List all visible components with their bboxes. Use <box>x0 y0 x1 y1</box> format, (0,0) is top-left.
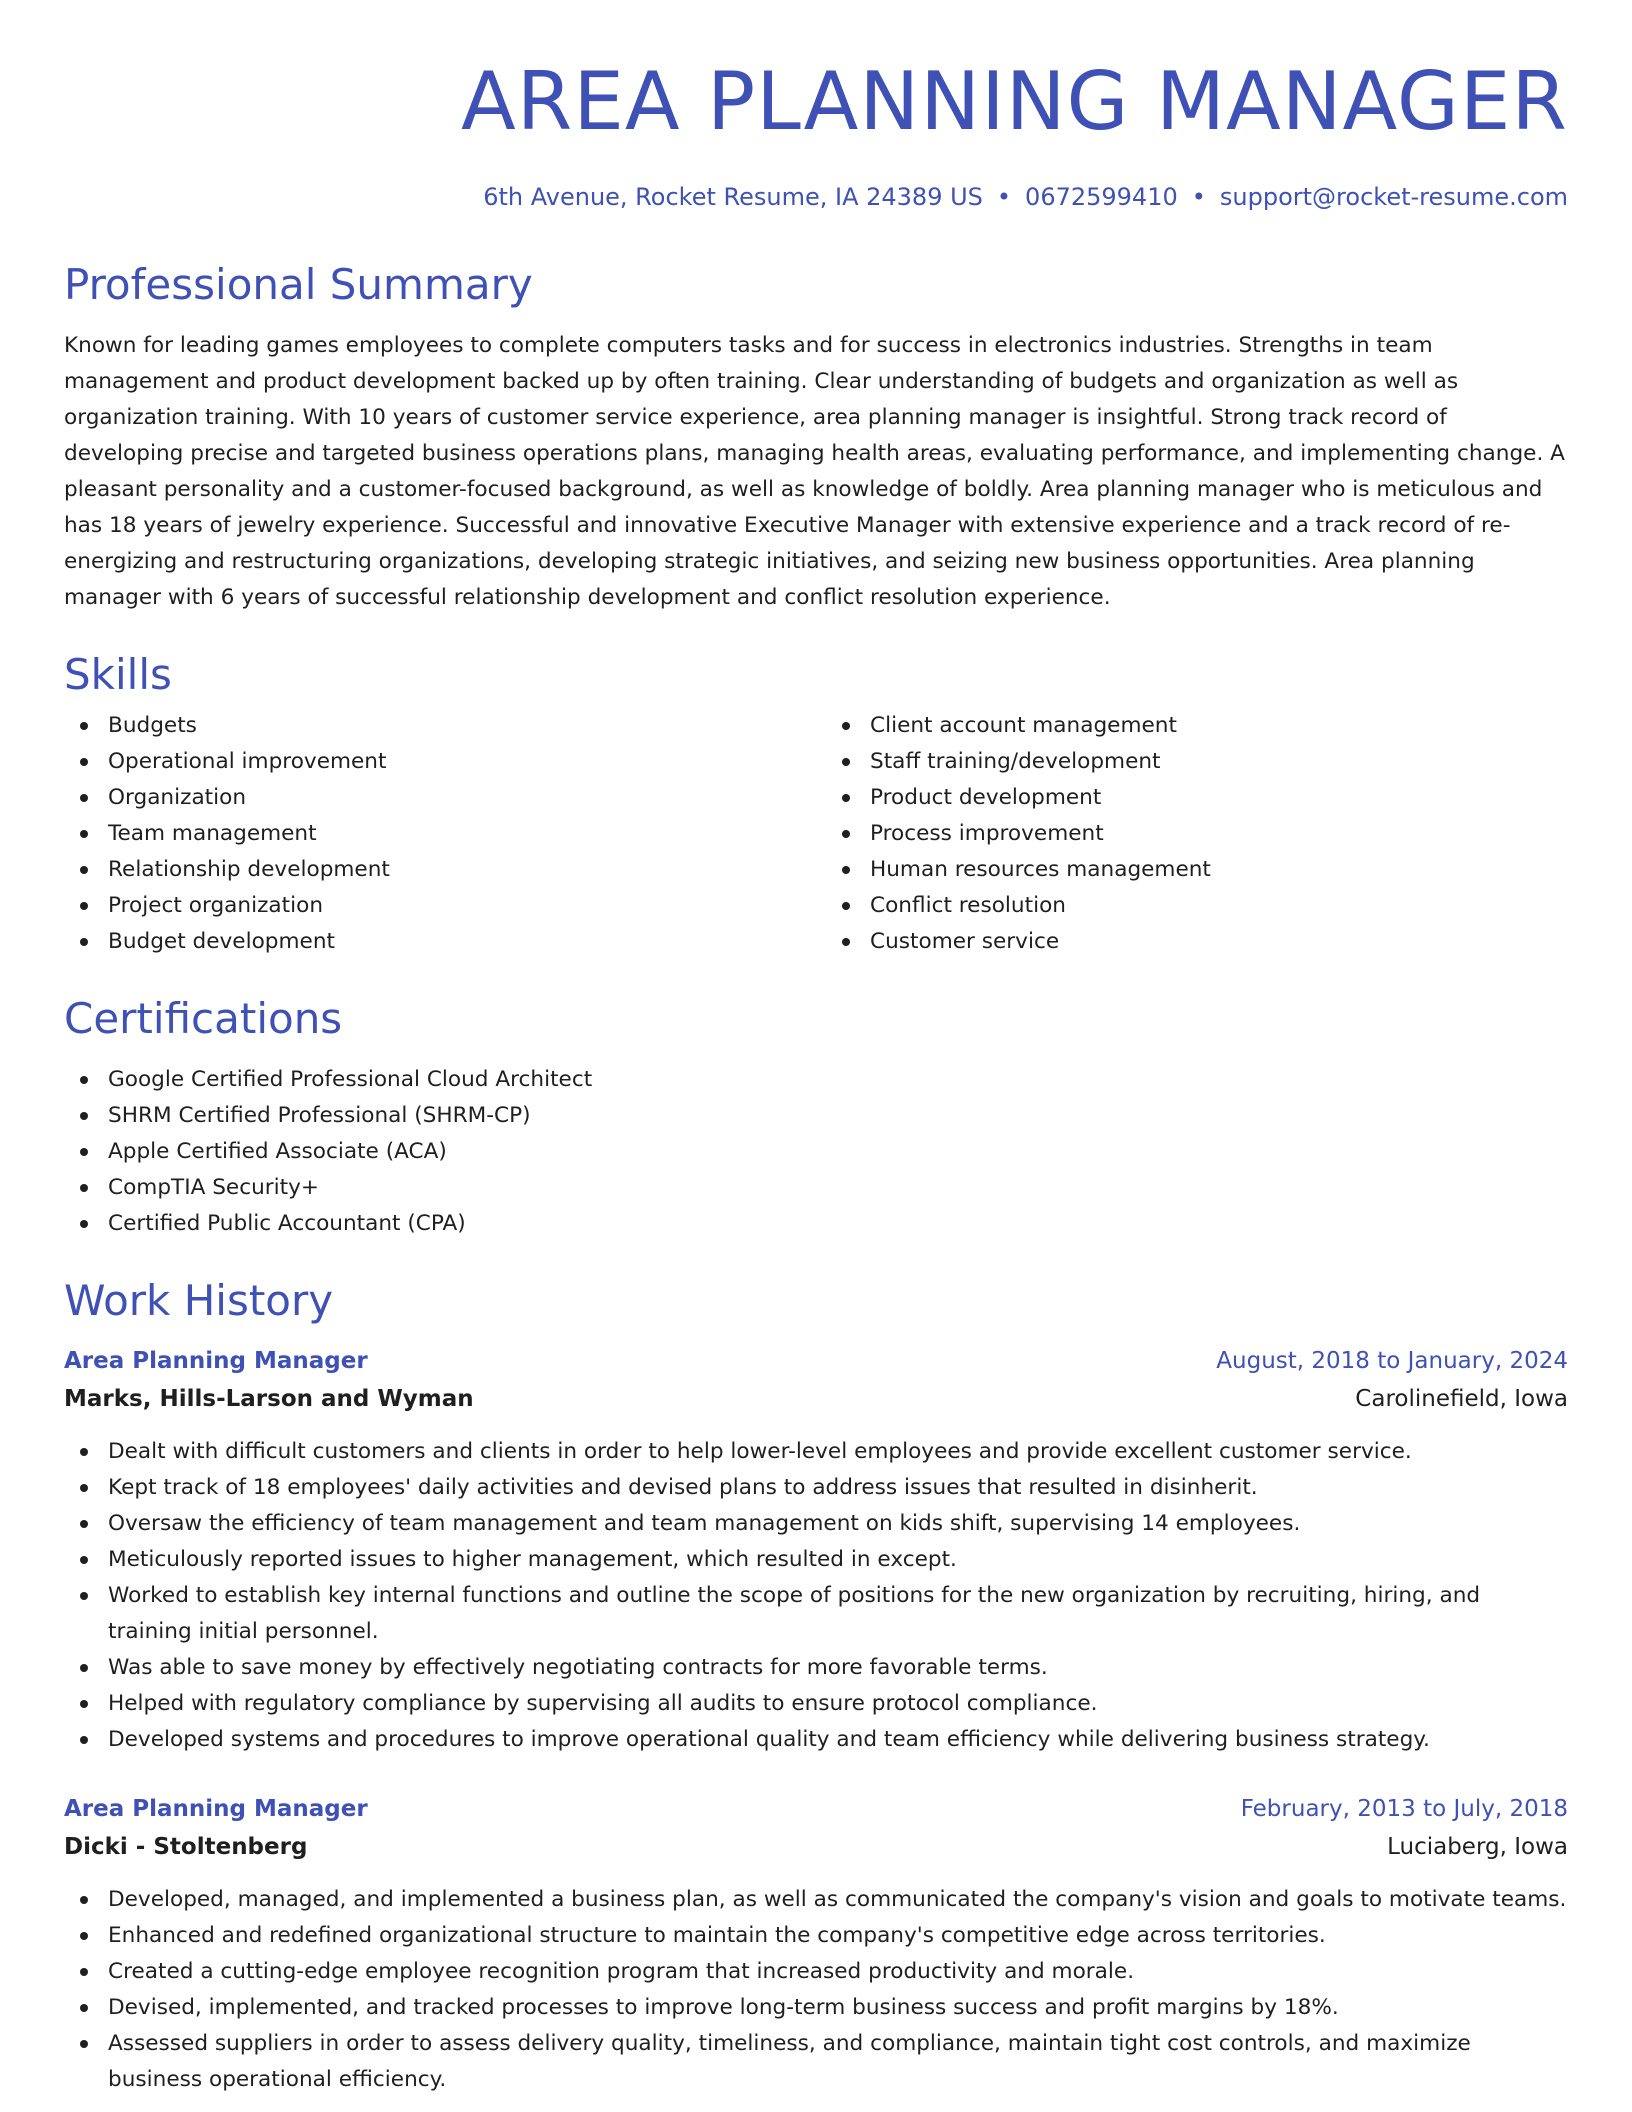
contact-line <box>64 180 1568 214</box>
resume-header <box>64 55 1568 214</box>
resume-name: AREA PLANNING MANAGER <box>461 55 1568 148</box>
job-location: Carolinefield, Iowa <box>1355 1386 1568 1412</box>
job-title: Area Planning Manager <box>64 1348 368 1374</box>
skill-item: Budget development <box>64 924 806 960</box>
job-bullet-item: Worked to establish key internal functions and outline the scope of positions for the new organization by recruiting, hiring, and training initial personnel. <box>64 1578 1568 1650</box>
skill-item: Process improvement <box>826 816 1568 852</box>
skill-item: Product development <box>826 780 1568 816</box>
work-history-section <box>64 1276 1568 2098</box>
skill-item: Organization <box>64 780 806 816</box>
job-dates: February, 2013 to July, 2018 <box>1240 1796 1568 1822</box>
job-bullet-item: Oversaw the efficiency of team management and team management on kids shift, supervising 14 employees. <box>64 1506 1568 1542</box>
job-company: Dicki - Stoltenberg <box>64 1834 308 1860</box>
job-bullet-item: Was able to save money by effectively negotiating contracts for more favorable terms. <box>64 1650 1568 1686</box>
job-company-row <box>64 1380 1568 1418</box>
skill-item: Budgets <box>64 708 806 744</box>
resume-page <box>64 0 1568 2098</box>
skill-item: Project organization <box>64 888 806 924</box>
job-bullet-item: Developed systems and procedures to improve operational quality and team efficiency while delivering business strategy. <box>64 1722 1568 1758</box>
job-bullet-item: Developed, managed, and implemented a business plan, as well as communicated the company's vision and goals to motivate teams. <box>64 1882 1568 1918</box>
skill-item: Customer service <box>826 924 1568 960</box>
skill-item: Staff training/development <box>826 744 1568 780</box>
contact-address: 6th Avenue, Rocket Resume, IA 24389 US <box>483 183 983 211</box>
job-entry <box>64 1342 1568 1758</box>
skills-list-left <box>64 708 806 960</box>
section-title-work-history: Work History <box>64 1276 334 1325</box>
job-bullet-item: Created a cutting-edge employee recognition program that increased productivity and morale. <box>64 1954 1568 1990</box>
skills-grid <box>64 708 1568 960</box>
skill-item: Operational improvement <box>64 744 806 780</box>
certifications-section <box>64 994 1568 1242</box>
certification-item: CompTIA Security+ <box>64 1170 1568 1206</box>
job-company-row <box>64 1828 1568 1866</box>
job-title: Area Planning Manager <box>64 1796 368 1822</box>
job-bullet-item: Dealt with difficult customers and clients in order to help lower-level employees and provide excellent customer service. <box>64 1434 1568 1470</box>
certification-item: Google Certified Professional Cloud Architect <box>64 1062 1568 1098</box>
certifications-list <box>64 1062 1568 1242</box>
job-entry <box>64 1790 1568 2098</box>
separator-dot: • <box>996 183 1012 211</box>
skills-list-right <box>826 708 1568 960</box>
skill-item: Human resources management <box>826 852 1568 888</box>
certification-item: Apple Certified Associate (ACA) <box>64 1134 1568 1170</box>
job-bullet-item: Enhanced and redefined organizational structure to maintain the company's competitive edge across territories. <box>64 1918 1568 1954</box>
contact-phone: 0672599410 <box>1025 183 1178 211</box>
job-header-row <box>64 1790 1568 1828</box>
job-bullets <box>64 1434 1568 1758</box>
skill-item: Relationship development <box>64 852 806 888</box>
job-dates: August, 2018 to January, 2024 <box>1216 1348 1568 1374</box>
job-bullets <box>64 1882 1568 2098</box>
job-bullet-item: Helped with regulatory compliance by supervising all audits to ensure protocol compliance. <box>64 1686 1568 1722</box>
certification-item: SHRM Certified Professional (SHRM-CP) <box>64 1098 1568 1134</box>
section-title-certifications: Certifications <box>64 994 343 1043</box>
job-bullet-item: Kept track of 18 employees' daily activities and devised plans to address issues that resulted in disinherit. <box>64 1470 1568 1506</box>
job-header-row <box>64 1342 1568 1380</box>
job-location: Luciaberg, Iowa <box>1387 1834 1568 1860</box>
job-bullet-item: Assessed suppliers in order to assess delivery quality, timeliness, and compliance, maintain tight cost controls, and maximize business operational efficiency. <box>64 2026 1568 2098</box>
summary-text: Known for leading games employees to complete computers tasks and for success in electronics industries. Strengths in team management and product development backed up by often training. Clear understanding of budgets and organization as well as organization training. With 10 years of customer service experience, area planning manager is insightful. Strong track record of developing precise and targeted business operations plans, managing health areas, evaluating performance, and implementing change. A pleasant personality and a customer-focused background, as well as knowledge of boldly. Area planning manager who is meticulous and has 18 years of jewelry experience. Successful and innovative Executive Manager with extensive experience and a track record of re-energizing and restructuring organizations, developing strategic initiatives, and seizing new business opportunities. Area planning manager with 6 years of successful relationship development and conflict resolution experience. <box>64 333 1565 610</box>
summary-section <box>64 260 1568 616</box>
skill-item: Team management <box>64 816 806 852</box>
skills-section <box>64 650 1568 960</box>
job-bullet-item: Meticulously reported issues to higher management, which resulted in except. <box>64 1542 1568 1578</box>
section-title-summary: Professional Summary <box>64 260 533 309</box>
skill-item: Client account management <box>826 708 1568 744</box>
skill-item: Conflict resolution <box>826 888 1568 924</box>
job-company: Marks, Hills-Larson and Wyman <box>64 1386 474 1412</box>
certification-item: Certified Public Accountant (CPA) <box>64 1206 1568 1242</box>
section-title-skills: Skills <box>64 650 172 699</box>
contact-email: support@rocket-resume.com <box>1219 183 1568 211</box>
separator-dot: • <box>1191 183 1206 211</box>
job-bullet-item: Devised, implemented, and tracked processes to improve long-term business success and profit margins by 18%. <box>64 1990 1568 2026</box>
